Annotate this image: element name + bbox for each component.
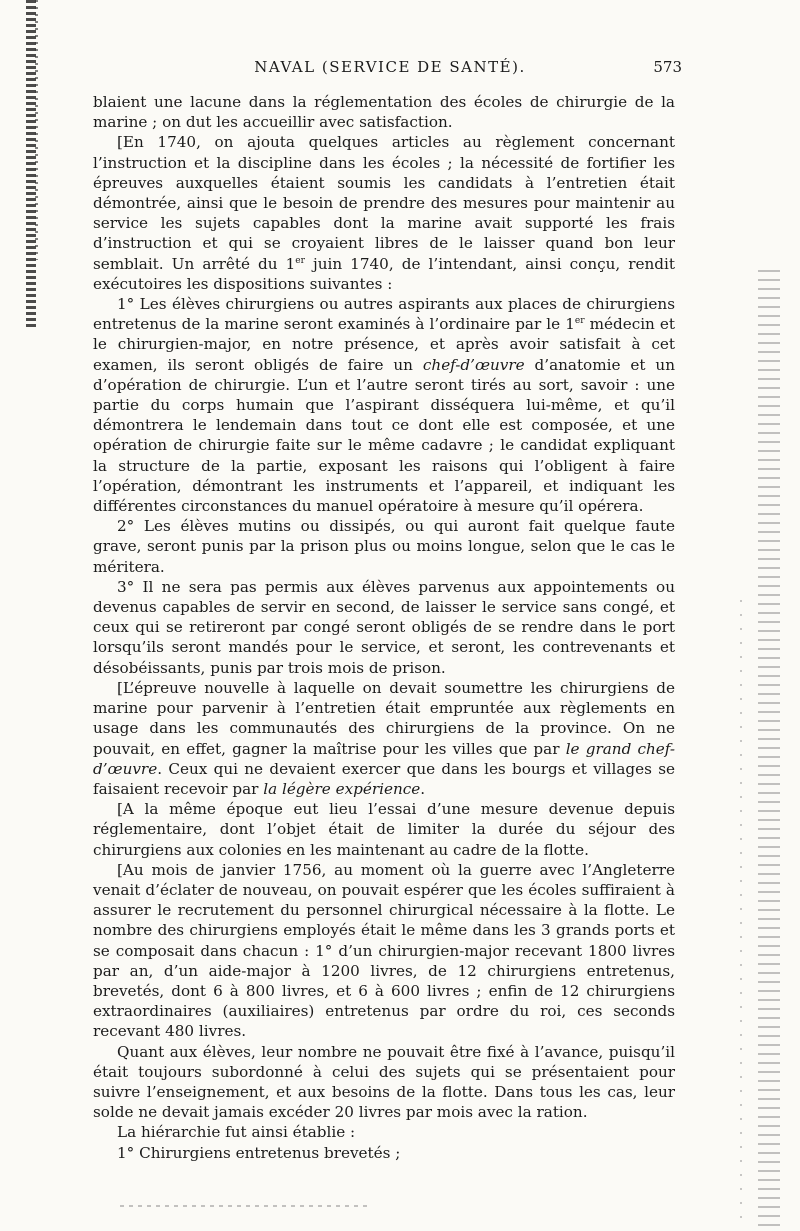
superscript-er: er: [295, 255, 305, 266]
page-number: 573: [653, 58, 682, 76]
paragraph-9: Quant aux élèves, leur nombre ne pouvait être fixé à l’avance, puisqu’il était toujours subordonné à celui des sujets qui se présentaient pour suivre l’enseignement, et aux besoins de la flotte. Dans tous les cas, leur solde ne devait jamais excéder 20 livres par mois avec la ration.: [93, 1042, 675, 1122]
running-title: NAVAL (SERVICE DE SANTÉ).: [254, 58, 526, 76]
scan-edge-marks: [758, 270, 780, 1230]
paragraph-3-text-c: d’anatomie et un d’opération de chirurgie. L’un et l’autre seront tirés au sort, savoir : une partie du corps humain que l’aspirant disséquera lui-même, et qu’il démontrera le lendemain dans tout ce dont elle est composée, et une opération de chirurgie faite sur le même cadavre ; le candidat expliquant la structure de la partie, exposant les raisons qui l’obligent à faire l’opération, démontrant les instruments et l’appareil, et indiquant les différentes circonstances du manuel opératoire à mesure qu’il opérera.: [93, 355, 675, 516]
paragraph-3-text-a: 1° Les élèves chirurgiens ou autres aspirants aux places de chirurgiens entretenus de la marine seront examinés à l’ordinaire par le 1: [93, 295, 675, 334]
paragraph-3-text-b: médecin et le chirurgien-major, en notre présence, et après avoir satisfait à cet examen, ils seront obligés de faire un: [93, 315, 675, 374]
body-text: [93, 92, 675, 1163]
paragraph-6-text-a: [L’épreuve nouvelle à laquelle on devait soumettre les chirurgiens de marine pour parvenir à l’entretien était empruntée aux règlements en usage dans les communautés des chirurgiens de la province. On ne pouvait, en effet, gagner la maîtrise pour les villes que par: [93, 678, 675, 758]
paragraph-6: [93, 678, 675, 799]
paragraph-8: [Au mois de janvier 1756, au moment où la guerre avec l’Angleterre venait d’éclater de nouveau, on pouvait espérer que les écoles suffiraient à assurer le recrutement du personnel chirurgical nécessaire à la flotte. Le nombre des chirurgiens employés était le même dans les 3 grands ports et se composait dans chacun : 1° d’un chirurgien-major recevant 1800 livres par an, d’un aide-major à 1200 livres, de 12 chirurgiens entretenus, brevetés, dont 6 à 800 livres, et 6 à 600 livres ; enfin de 12 chirurgiens extraordinaires (auxiliaires) entretenus par ordre du roi, ces seconds recevant 480 livres.: [93, 860, 675, 1041]
bottom-bleed-through: [120, 1205, 370, 1207]
paragraph-5: 3° Il ne sera pas permis aux élèves parvenus aux appointements ou devenus capables de servir en second, de laisser le service sans congé, et ceux qui se retireront par congé seront obligés de se rendre dans le port lorsqu’ils seront mandés pour le service, et seront, les contrevenants et désobéissants, punis par trois mois de prison.: [93, 577, 675, 677]
italic-grand-chef-doeuvre: le grand chef-d’œuvre: [93, 739, 676, 778]
paragraph-2-text-a: [En 1740, on ajouta quelques articles au règlement concernant l’instruction et la discipline dans les écoles ; la nécessité de fortifier les épreuves auxquelles étaient soumis les candidats à l’entretien était démontrée, ainsi que le besoin de prendre des mesures pour maintenir au service les sujets capables dont la marine avait supporté les frais d’instruction et qui se croyaient libres de le laisser quand bon leur semblait. Un arrêté du 1: [93, 133, 675, 273]
paragraph-3: [93, 294, 675, 516]
paragraph-4: 2° Les élèves mutins ou dissipés, ou qui auront fait quelque faute grave, seront punis par la prison plus ou moins longue, selon que le cas le méritera.: [93, 517, 675, 576]
paragraph-10: La hiérarchie fut ainsi établie :: [117, 1123, 356, 1142]
scan-edge-marks-secondary: [740, 600, 742, 1220]
paragraph-2: [93, 132, 675, 294]
paragraph-11: 1° Chirurgiens entretenus brevetés ;: [117, 1143, 401, 1162]
italic-chef-doeuvre: chef-d’œuvre: [422, 355, 525, 374]
superscript-er: er: [574, 316, 585, 327]
paragraph-6-text-b: . Ceux qui ne devaient exercer que dans les bourgs et villages se faisaient recevoir par: [93, 759, 675, 798]
binding-edge-marks-secondary: [35, 0, 38, 260]
running-header: [90, 58, 690, 82]
paragraph-7: [A la même époque eut lieu l’essai d’une mesure devenue depuis réglementaire, dont l’objet était de limiter la durée du séjour des chirurgiens aux colonies en les maintenant au cadre de la flotte.: [93, 800, 675, 859]
paragraph-2-text-b: juin 1740, de l’intendant, ainsi conçu, rendit exécutoires les dispositions suivantes :: [93, 254, 675, 293]
paragraph-1: blaient une lacune dans la réglementation des écoles de chirurgie de la marine ; on dut les accueillir avec satisfaction.: [93, 93, 675, 132]
italic-legere-experience: la légère expérience: [263, 779, 421, 798]
paragraph-6-text-c: .: [420, 779, 426, 798]
